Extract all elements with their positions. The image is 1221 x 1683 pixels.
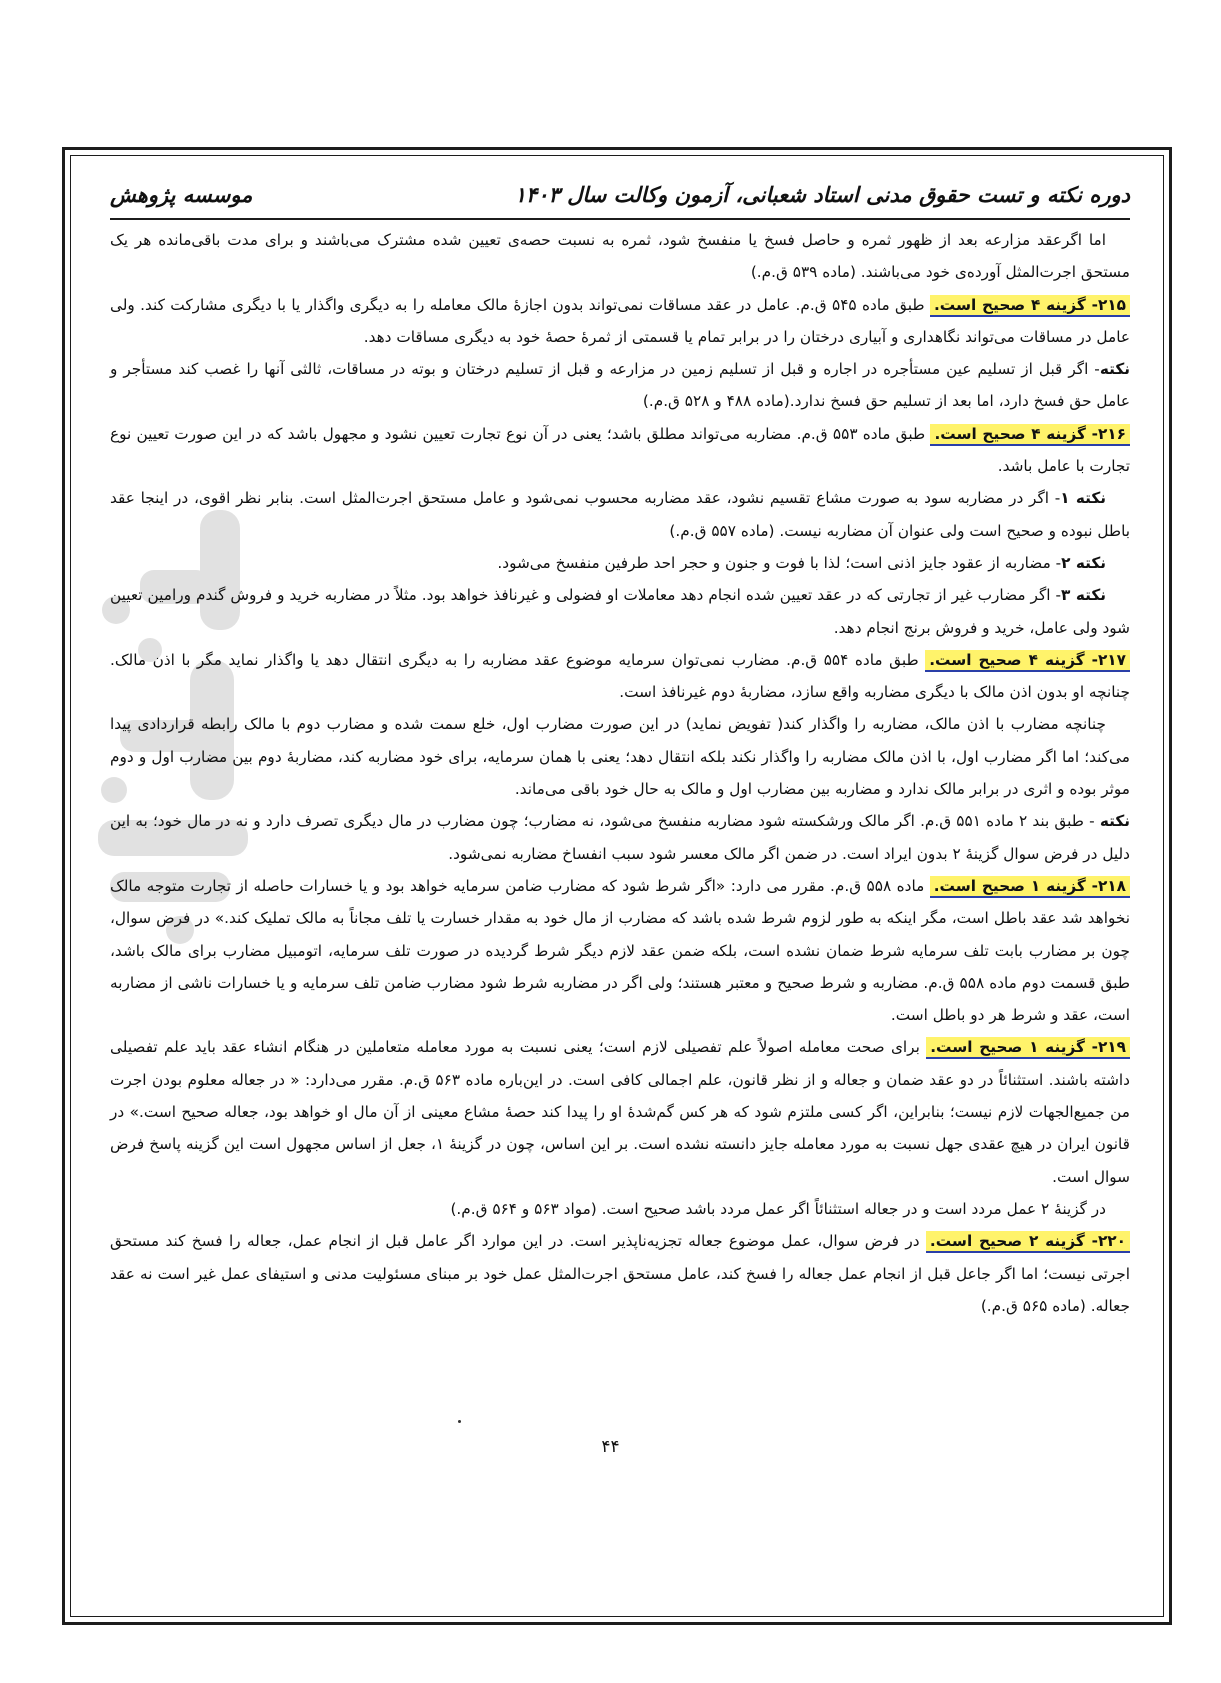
- text-paragraph: [110, 1193, 1130, 1225]
- answer-paragraph: [110, 418, 1130, 483]
- note-paragraph: [110, 353, 1130, 418]
- paragraph-text: - اگر در مضاربه سود به صورت مشاع تقسیم نشود، عقد مضاربه محسوب نمی‌شود و عامل مستحق اجرت‌المثل است. بنابر نظر اقوی، در اینجا عقد باطل نبوده و صحیح است ولی عنوان آن مضاربه نیست. (ماده ۵۵۷ ق.م.): [110, 489, 1130, 540]
- paragraph-text: در گزینهٔ ۲ عمل مردد است و در جعاله استثنائاً اگر عمل مردد باشد صحیح است. (مواد ۵۶۳ و ۵۶۴ ق.م.): [450, 1199, 1106, 1218]
- answer-highlight: ۲۱۹- گزینه ۱ صحیح است.: [926, 1037, 1130, 1059]
- paragraph-text: طبق ماده ۵۴۵ ق.م. عامل در عقد مساقات نمی‌تواند بدون اجازهٔ مالک معامله را به دیگری واگذار یا با دیگری مشارکت کند. ولی عامل در مساقات می‌تواند نگاهداری و آبیاری درختان را در برابر تمام یا قسمتی از ثمرهٔ حصهٔ خود به دیگری مساقات دهد.: [110, 295, 1130, 346]
- answer-paragraph: [110, 1225, 1130, 1322]
- paragraph-text: اما اگرعقد مزارعه بعد از ظهور ثمره و حاصل فسخ یا منفسخ شود، ثمره به نسبت حصه‌ی تعیین شده مشترک می‌باشند و برای مدت باقی‌مانده هر یک مستحق اجرت‌المثل آورده‌ی خود می‌باشند. (ماده ۵۳۹ ق.م.): [110, 231, 1130, 282]
- paragraph-text: - اگر قبل از تسلیم عین مستأجره در اجاره و قبل از تسلیم زمین در مزارعه و قبل از تسلیم درختان و بوته در مساقات، ثالثی آنها را غصب کند مستأجر و عامل حق فسخ دارد، اما بعد از تسلیم حق فسخ ندارد.(ماده ۴۸۸ و ۵۲۸ ق.م.): [110, 360, 1130, 411]
- answer-highlight: ۲۱۵- گزینه ۴ صحیح است.: [930, 295, 1130, 317]
- page-number: ۴۴: [601, 1437, 620, 1457]
- institute-name: موسسه پژوهش: [110, 182, 253, 207]
- page-header: [110, 178, 1130, 220]
- note-paragraph: [110, 805, 1130, 870]
- answer-paragraph: [110, 870, 1130, 1031]
- answer-highlight: ۲۲۰- گزینه ۲ صحیح است.: [926, 1231, 1130, 1253]
- scan-speck: [458, 1420, 461, 1423]
- paragraph-text: طبق ماده ۵۵۴ ق.م. مضارب نمی‌توان سرمایه موضوع عقد مضاربه را به دیگری انتقال دهد یا واگذار نماید مگر با اذن مالک. چنانچه او بدون اذن مالک با دیگری مضاربه واقع سازد، مضاربهٔ دوم غیرنافذ است.: [110, 650, 1130, 702]
- answer-highlight: ۲۱۷- گزینه ۴ صحیح است.: [925, 650, 1130, 672]
- note-label: نکته: [1099, 812, 1130, 831]
- course-title: دوره نکته و تست حقوق مدنی استاد شعبانی، آزمون وکالت سال ۱۴۰۳: [514, 182, 1130, 207]
- answer-paragraph: [110, 644, 1130, 709]
- note-paragraph: [110, 547, 1130, 579]
- note-label: نکته: [1099, 360, 1130, 379]
- text-paragraph: [110, 224, 1130, 289]
- paragraph-text: - مضاربه از عقود جایز اذنی است؛ لذا با فوت و جنون و حجر احد طرفین منفسخ می‌شود.: [497, 553, 1062, 572]
- note-label: نکته ۱: [1060, 489, 1106, 508]
- note-label: نکته ۲: [1061, 553, 1106, 572]
- paragraph-text: ماده ۵۵۸ ق.م. مقرر می دارد: «اگر شرط شود که مضارب ضامن سرمایه خواهد بود و یا خسارات حاصله از تجارت متوجه مالک نخواهد شد عقد باطل است، مگر اینکه به طور لزوم شرط شده باشد که مضارب از مال خود به مقدار خسارت یا تلف مجاناً به مالک تملیک کند.» در فرض سوال، چون بر مضارب بابت تلف سرمایه شرط ضمان نشده است، بلکه ضمن عقد لازم دیگر شرط گردیده در صورت تلف سرمایه، اتومبیل مضارب برای مالک باشد، طبق قسمت دوم ماده ۵۵۸ ق.م. مضاربه و شرط صحیح و معتبر هستند؛ ولی اگر در مضاربه شرط شود مضارب ضامن تلف سرمایه و یا خسارات ناشی از مضاربه است، عقد و شرط هر دو باطل است.: [110, 876, 1131, 1025]
- answer-paragraph: [110, 1031, 1130, 1192]
- answer-paragraph: [110, 289, 1130, 354]
- paragraph-text: طبق ماده ۵۵۳ ق.م. مضاربه می‌تواند مطلق باشد؛ یعنی در آن نوع تجارت تعیین نشود و مجهول باشد که در این صورت تعیین نوع تجارت با عامل باشد.: [110, 424, 1130, 476]
- paragraph-text: چنانچه مضارب با اذن مالک، مضاربه را واگذار کند( تفویض نماید) در این صورت مضارب اول، خلع سمت شده و مضارب دوم با مالک رابطه قراردادی پیدا می‌کند؛ اما اگر مضارب اول، با اذن مالک مضاربه را واگذار نکند بلکه انتقال دهد؛ یعنی با همان سرمایه، برای خود مضاربه کند، مضاربهٔ دوم بین مضارب اول و دوم موثر بوده و اثری در برابر مالک ندارد و مضاربه بین مضارب اول و مالک به حال خود باقی می‌ماند.: [110, 715, 1130, 799]
- answer-highlight: ۲۱۶- گزینه ۴ صحیح است.: [930, 424, 1130, 446]
- paragraph-text: برای صحت معامله اصولاً علم تفصیلی لازم است؛ یعنی نسبت به مورد معامله متعاملین در هنگام انشاء عقد باید علم تفصیلی داشته باشند. استثنائاً در دو عقد ضمان و جعاله و از نظر قانون، علم اجمالی کافی است. در این‌باره ماده ۵۶۳ ق.م. مقرر می‌دارد: « در جعاله معلوم بودن اجرت من جمیع‌الجهات لازم نیست؛ بنابراین، اگر کسی ملتزم شود که هر کس گم‌شدهٔ او را پیدا کند حصهٔ مشاع معینی از آن مال او خواهد بود، جعاله صحیح است.» در قانون ایران در هیچ عقدی جهل نسبت به مورد معامله جایز دانسته نشده است. بر این اساس، چون در گزینهٔ ۱، جعل از اساس مجهول است این گزینه پاسخ فرض سوال است.: [110, 1038, 1130, 1186]
- text-paragraph: [110, 708, 1130, 805]
- paragraph-text: در فرض سوال، عمل موضوع جعاله تجزیه‌ناپذیر است. در این موارد اگر عامل قبل از انجام عمل، جعاله را فسخ کند مستحق اجرتی نیست؛ اما اگر جاعل قبل از انجام عمل جعاله را فسخ کند، عامل مستحق اجرت‌المثل عمل خود بر مبنای مسئولیت مدنی و استیفای عمل غیر است نه عقد جعاله. (ماده ۵۶۵ ق.م.): [110, 1232, 1130, 1315]
- note-label: نکته ۳: [1061, 586, 1106, 605]
- answer-highlight: ۲۱۸- گزینه ۱ صحیح است.: [930, 876, 1130, 898]
- answer-text-body: [110, 224, 1130, 1322]
- note-paragraph: [110, 482, 1130, 547]
- paragraph-text: - طبق بند ۲ ماده ۵۵۱ ق.م. اگر مالک ورشکسته شود مضاربه منفسخ می‌شود، نه مضارب؛ چون مضارب در مال دیگری تصرف دارد و نه در مال خود؛ به این دلیل در فرض سوال گزینهٔ ۲ بدون ایراد است. در ضمن اگر مالک معسر شود سبب انفساخ مضاربه نمی‌شود.: [110, 812, 1130, 863]
- paragraph-text: - اگر مضارب غیر از تجارتی که در عقد تعیین شده انجام دهد معاملات او فضولی و غیرنافذ خواهد بود. مثلاً در مضاربه خرید و فروش گندم ورامین تعیین شود ولی عامل، خرید و فروش برنج انجام دهد.: [110, 586, 1130, 637]
- note-paragraph: [110, 579, 1130, 644]
